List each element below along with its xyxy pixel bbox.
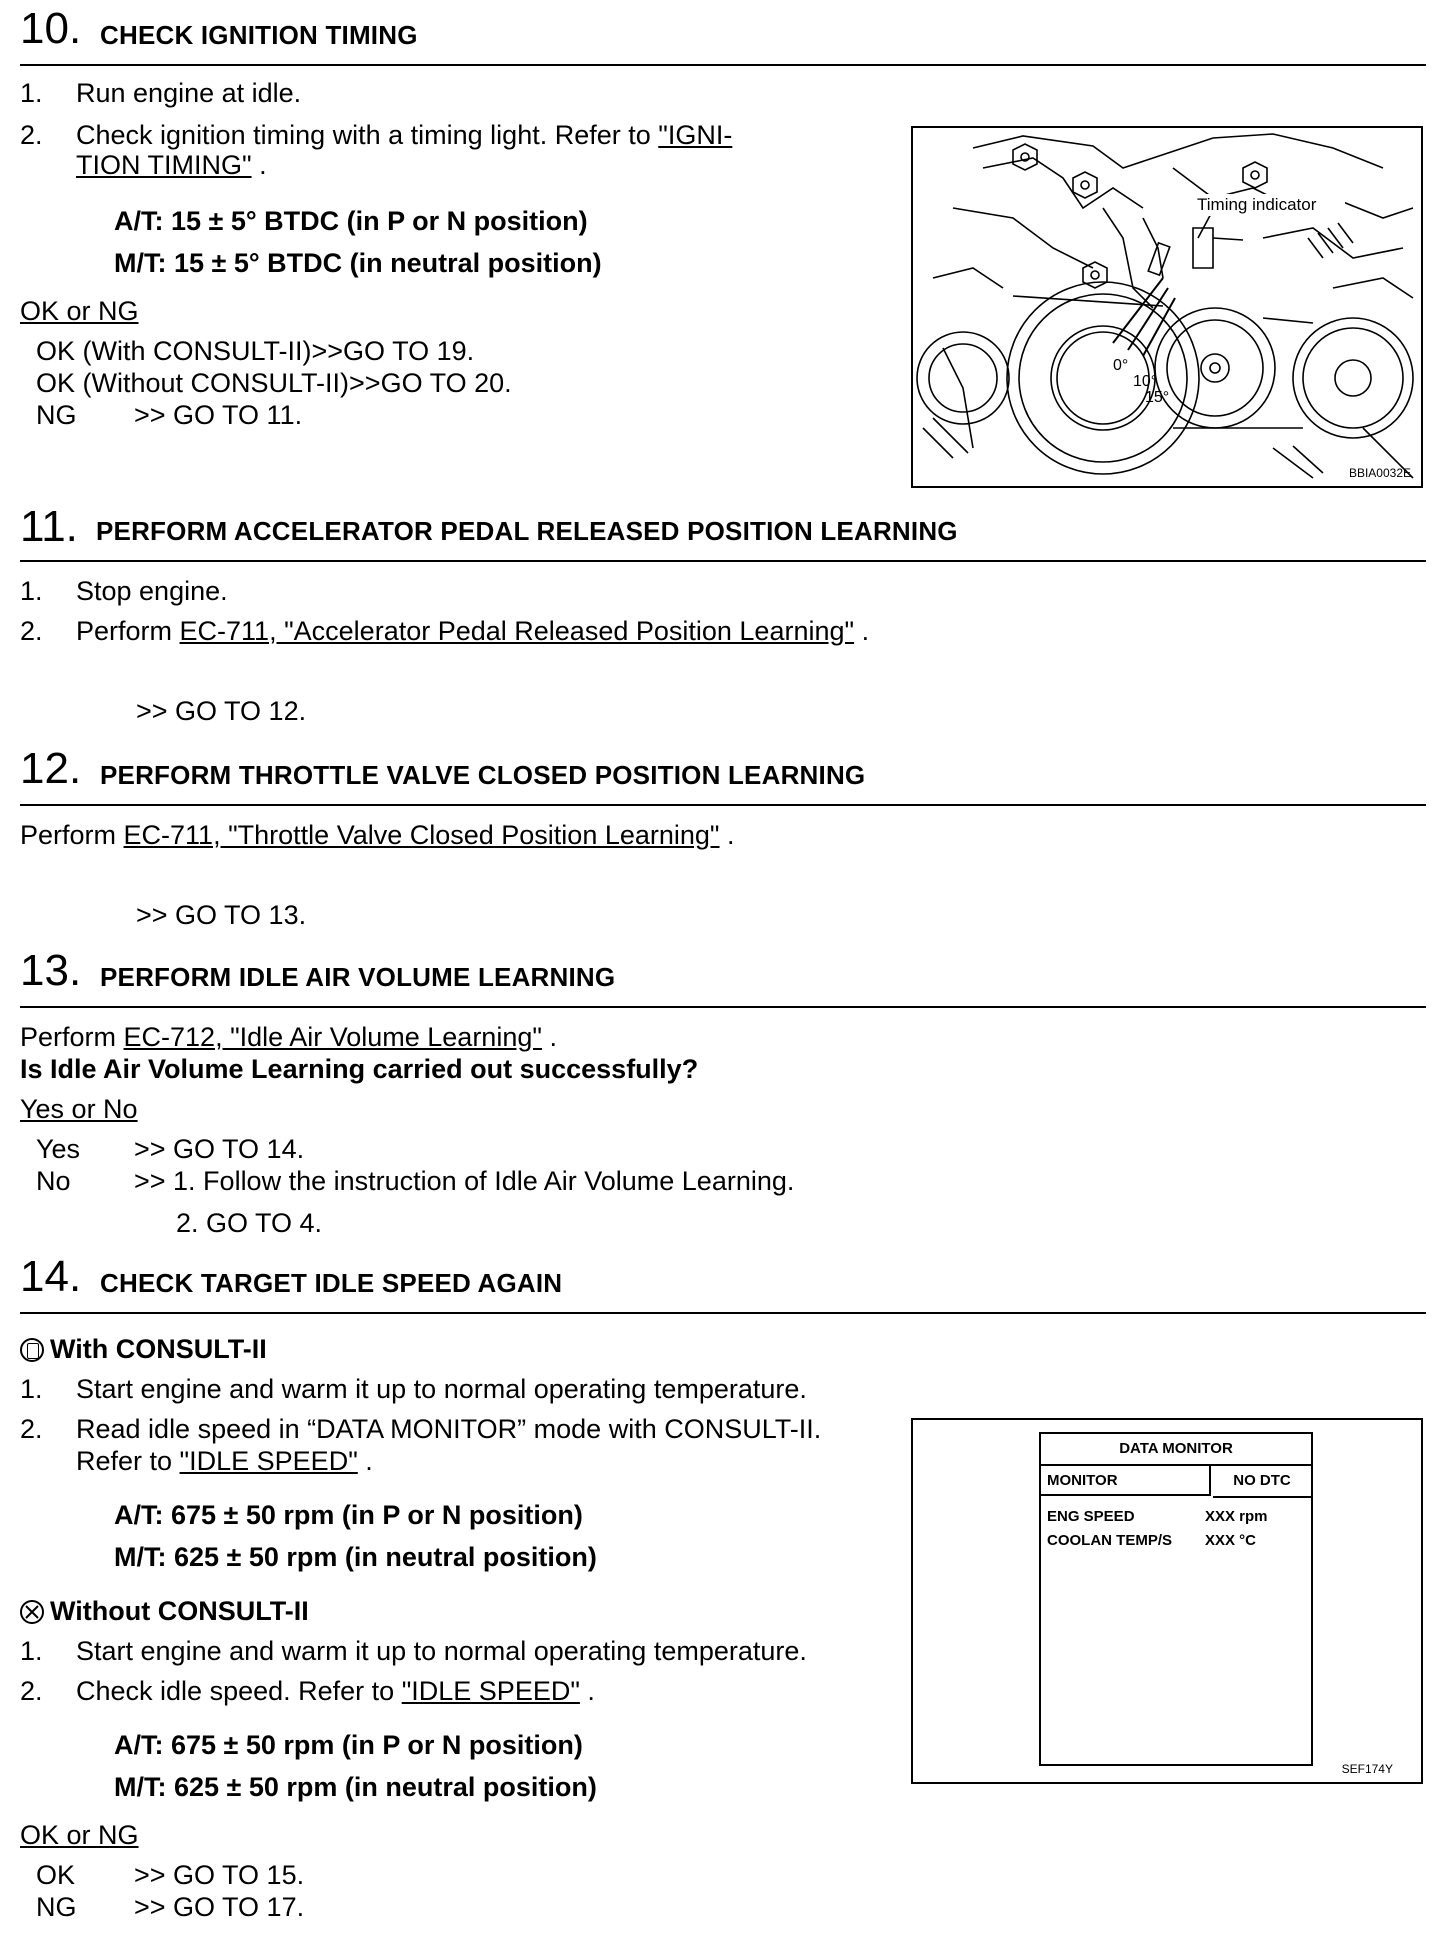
result-ng-label: NG — [36, 1892, 77, 1922]
result-label: Yes or No — [20, 1094, 138, 1124]
result-ok-label: OK — [36, 1860, 76, 1890]
monitor-status: NO DTC — [1213, 1466, 1311, 1498]
accelerator-pedal-learning-link[interactable]: EC-711, "Accelerator Pedal Released Position Learning" — [179, 616, 855, 646]
result-yes-action: >> GO TO 14. — [134, 1134, 305, 1164]
step-text: Stop engine. — [76, 576, 228, 606]
monitor-row-label: COOLAN TEMP/S — [1047, 1532, 1173, 1549]
monitor-row-value: XXX rpm — [1205, 1508, 1268, 1525]
step-number-12: 12. — [20, 744, 82, 793]
list-number: 1. — [20, 78, 43, 108]
timing-mark-10: 10° — [1133, 373, 1158, 390]
result-no-action: >> 1. Follow the instruction of Idle Air Volume Learning. — [134, 1166, 795, 1196]
no-consult-icon — [20, 1600, 44, 1624]
list-number: 2. — [20, 616, 43, 646]
monitor-screen — [1039, 1432, 1313, 1766]
consult-tool-icon — [20, 1338, 44, 1362]
spec-mt: M/T: 625 ± 50 rpm (in neutral position) — [114, 1772, 597, 1802]
ignition-timing-link[interactable]: "IGNI- — [658, 120, 733, 150]
idle-speed-link[interactable]: "IDLE SPEED" — [401, 1676, 580, 1706]
figure-code: SEF174Y — [1341, 1762, 1393, 1776]
spec-mt: M/T: 625 ± 50 rpm (in neutral position) — [114, 1542, 597, 1572]
result-ok-without: OK (Without CONSULT-II)>>GO TO 20. — [36, 368, 512, 398]
result-no-label: No — [36, 1166, 71, 1196]
step-text: Perform EC-712, "Idle Air Volume Learning" . — [20, 1022, 557, 1052]
figure-code: BBIA0032E — [1348, 466, 1411, 480]
without-consult-heading: Without CONSULT-II — [20, 1596, 309, 1627]
goto-action: >> GO TO 13. — [136, 900, 307, 930]
section-title-10: CHECK IGNITION TIMING — [100, 20, 418, 50]
step-number-10: 10. — [20, 4, 82, 53]
section-divider — [20, 560, 1426, 562]
spec-at: A/T: 15 ± 5° BTDC (in P or N position) — [114, 206, 588, 236]
step-text: Perform EC-711, "Accelerator Pedal Released Position Learning" . — [76, 616, 870, 646]
timing-mark-0: 0° — [1113, 357, 1129, 374]
question-text: Is Idle Air Volume Learning carried out successfully? — [20, 1054, 699, 1084]
throttle-valve-learning-link[interactable]: EC-711, "Throttle Valve Closed Position Learning" — [123, 820, 720, 850]
section-title-11: PERFORM ACCELERATOR PEDAL RELEASED POSITION LEARNING — [96, 516, 958, 546]
section-title-12: PERFORM THROTTLE VALVE CLOSED POSITION LEARNING — [100, 760, 866, 790]
step-number-13: 13. — [20, 946, 82, 995]
monitor-column-header: MONITOR — [1041, 1466, 1211, 1496]
engine-pulley-illustration — [913, 128, 1421, 486]
section-divider — [20, 1312, 1426, 1314]
monitor-row-label: ENG SPEED — [1047, 1508, 1135, 1525]
spec-mt: M/T: 15 ± 5° BTDC (in neutral position) — [114, 248, 602, 278]
section-divider — [20, 64, 1426, 66]
monitor-row-value: XXX °C — [1205, 1532, 1257, 1549]
section-divider — [20, 1006, 1426, 1008]
ignition-timing-link-continued[interactable]: TION TIMING" — [76, 150, 252, 180]
timing-indicator-callout: Timing indicator — [1197, 195, 1317, 214]
result-yes-label: Yes — [36, 1134, 81, 1164]
list-number: 1. — [20, 576, 43, 606]
idle-speed-link[interactable]: "IDLE SPEED" — [179, 1446, 358, 1476]
list-number: 2. — [20, 120, 43, 150]
result-no-action-2: 2. GO TO 4. — [176, 1208, 323, 1238]
section-divider — [20, 804, 1426, 806]
result-label: OK or NG — [20, 1820, 139, 1850]
step-text-continued: TION TIMING" . — [76, 150, 267, 180]
result-ok-with: OK (With CONSULT-II)>>GO TO 19. — [36, 336, 475, 366]
result-ng-action: >> GO TO 11. — [134, 400, 303, 430]
step-number-11: 11. — [20, 502, 78, 551]
timing-figure — [911, 126, 1423, 488]
step-number-14: 14. — [20, 1252, 82, 1301]
monitor-title: DATA MONITOR — [1041, 1434, 1311, 1466]
goto-action: >> GO TO 12. — [136, 696, 307, 726]
step-text: Check idle speed. Refer to "IDLE SPEED" . — [76, 1676, 595, 1706]
step-text: Perform EC-711, "Throttle Valve Closed Position Learning" . — [20, 820, 735, 850]
step-text: Check ignition timing with a timing light. Refer to "IGNI- — [76, 120, 733, 150]
step-text-continued: Refer to "IDLE SPEED" . — [76, 1446, 373, 1476]
list-number: 2. — [20, 1676, 43, 1706]
list-number: 1. — [20, 1374, 43, 1404]
section-title-14: CHECK TARGET IDLE SPEED AGAIN — [100, 1268, 563, 1298]
result-ng-label: NG — [36, 400, 77, 430]
with-consult-heading: With CONSULT-II — [20, 1334, 267, 1365]
result-label: OK or NG — [20, 296, 139, 326]
result-ok-action: >> GO TO 15. — [134, 1860, 305, 1890]
timing-mark-15: 15° — [1145, 389, 1170, 406]
step-text: Run engine at idle. — [76, 78, 302, 108]
spec-at: A/T: 675 ± 50 rpm (in P or N position) — [114, 1500, 583, 1530]
spec-at: A/T: 675 ± 50 rpm (in P or N position) — [114, 1730, 583, 1760]
step-text: Start engine and warm it up to normal operating temperature. — [76, 1636, 807, 1666]
result-ng-action: >> GO TO 17. — [134, 1892, 305, 1922]
section-title-13: PERFORM IDLE AIR VOLUME LEARNING — [100, 962, 616, 992]
step-text: Start engine and warm it up to normal operating temperature. — [76, 1374, 807, 1404]
idle-air-volume-learning-link[interactable]: EC-712, "Idle Air Volume Learning" — [123, 1022, 542, 1052]
list-number: 1. — [20, 1636, 43, 1666]
data-monitor-figure — [911, 1418, 1423, 1784]
step-text: Read idle speed in “DATA MONITOR” mode with CONSULT-II. — [76, 1414, 822, 1444]
list-number: 2. — [20, 1414, 43, 1444]
